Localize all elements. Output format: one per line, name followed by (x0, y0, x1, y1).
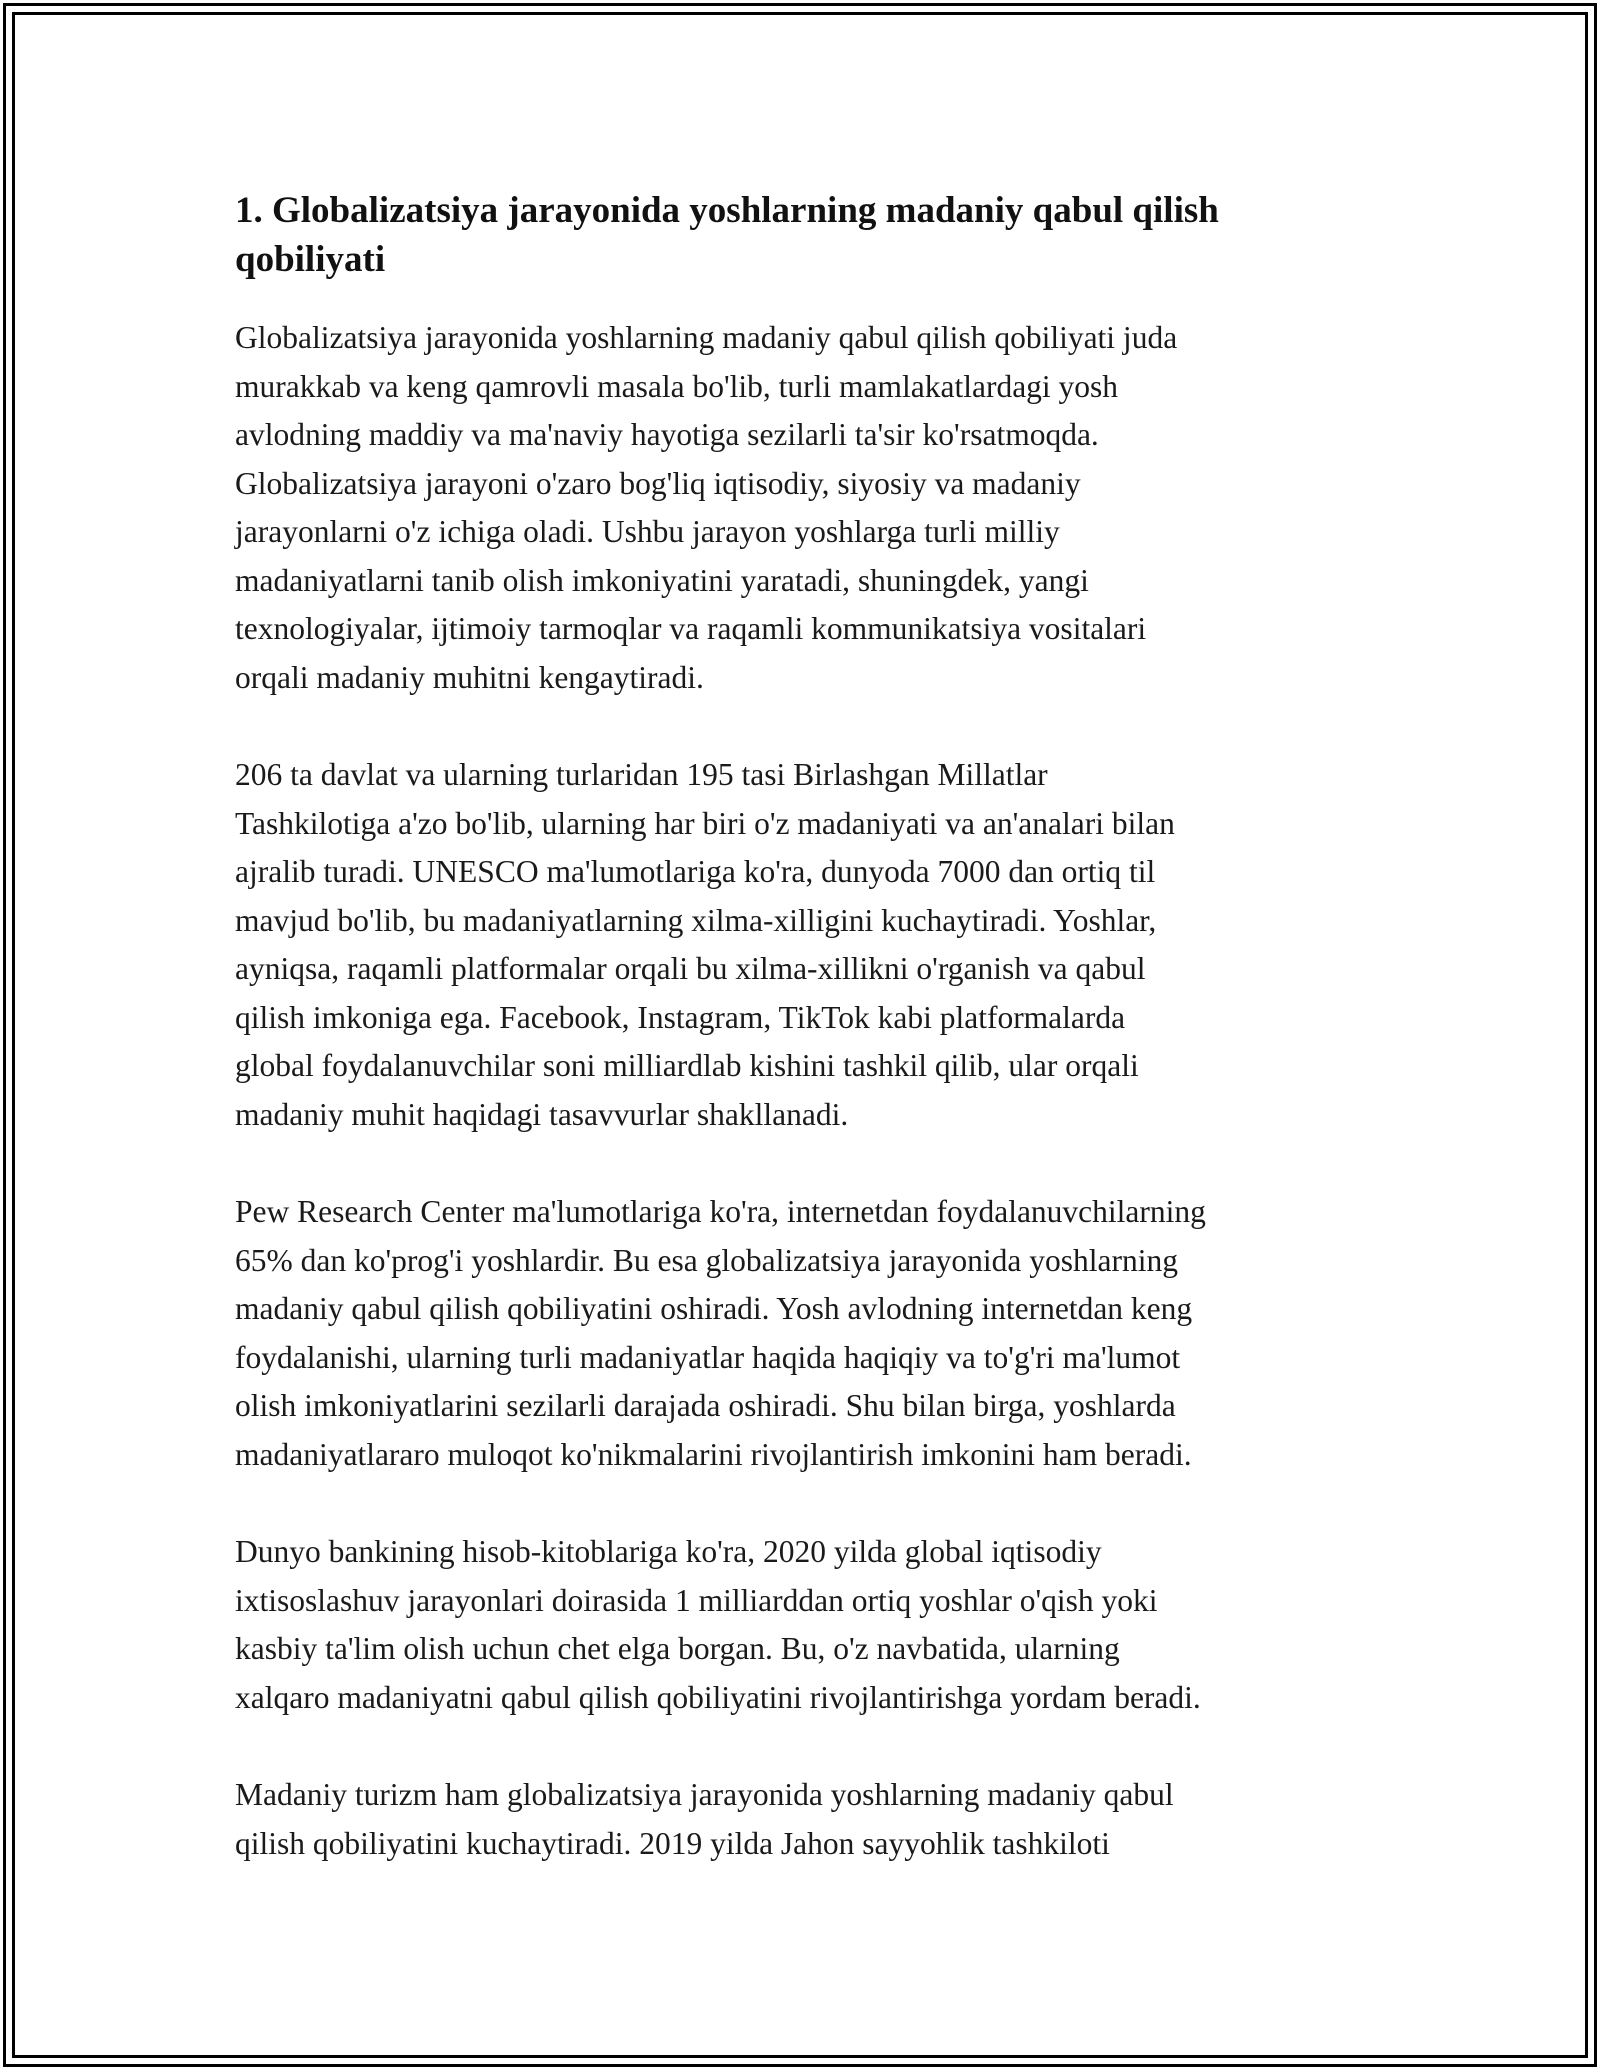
text-line: ayniqsa, raqamli platformalar orqali bu xilma-xillikni o'rganish va qabul (235, 951, 1146, 986)
section-heading (235, 186, 1375, 284)
text-line: avlodning maddiy va ma'naviy hayotiga sezilarli ta'sir ko'rsatmoqda. (235, 417, 1099, 452)
heading-line: qobiliyati (235, 239, 386, 280)
text-line: Madaniy turizm ham globalizatsiya jarayonida yoshlarning madaniy qabul (235, 1777, 1174, 1812)
text-line: qilish imkoniga ega. Facebook, Instagram, TikTok kabi platformalarda (235, 999, 1126, 1035)
text-line: Globalizatsiya jarayoni o'zaro bog'liq iqtisodiy, siyosiy va madaniy (235, 465, 1081, 501)
heading-line: 1. Globalizatsiya jarayonida yoshlarning madaniy qabul qilish (235, 190, 1219, 231)
text-line: texnologiyalar, ijtimoiy tarmoqlar va raqamli kommunikatsiya vositalari (235, 611, 1147, 646)
text-line: kasbiy ta'lim olish uchun chet elga borgan. Bu, o'z navbatida, ularning (235, 1631, 1120, 1666)
text-line: 65% dan ko'prog'i yoshlardir. Bu esa globalizatsiya jarayonida yoshlarning (235, 1242, 1179, 1278)
document-page (235, 186, 1375, 1917)
paragraph-2 (235, 751, 1375, 1139)
paragraph-3 (235, 1188, 1375, 1479)
text-line: 206 ta davlat va ularning turlaridan 195 tasi Birlashgan Millatlar (235, 757, 1048, 792)
text-line: madaniyatlararo muloqot ko'nikmalarini rivojlantirish imkonini ham beradi. (235, 1436, 1192, 1472)
text-line: Pew Research Center ma'lumotlariga ko'ra, internetdan foydalanuvchilarning (235, 1194, 1206, 1229)
text-line: Dunyo bankining hisob-kitoblariga ko'ra, 2020 yilda global iqtisodiy (235, 1534, 1102, 1569)
text-line: olish imkoniyatlarini sezilarli darajada oshiradi. Shu bilan birga, yoshlarda (235, 1388, 1176, 1423)
text-line: madaniyatlarni tanib olish imkoniyatini yaratadi, shuningdek, yangi (235, 562, 1089, 598)
text-line: Tashkilotiga a'zo bo'lib, ularning har biri o'z madaniyati va an'analari bilan (235, 805, 1175, 841)
paragraph-1 (235, 314, 1375, 702)
text-line: orqali madaniy muhitni kengaytiradi. (235, 659, 704, 695)
text-line: foydalanishi, ularning turli madaniyatlar haqida haqiqiy va to'g'ri ma'lumot (235, 1339, 1181, 1375)
text-line: madaniy qabul qilish qobiliyatini oshiradi. Yosh avlodning internetdan keng (235, 1291, 1193, 1326)
paragraph-5 (235, 1771, 1375, 1868)
text-line: Globalizatsiya jarayonida yoshlarning madaniy qabul qilish qobiliyati juda (235, 320, 1178, 355)
text-line: jarayonlarni o'z ichiga oladi. Ushbu jarayon yoshlarga turli milliy (235, 514, 1060, 549)
text-line: madaniy muhit haqidagi tasavvurlar shakllanadi. (235, 1096, 849, 1132)
text-line: mavjud bo'lib, bu madaniyatlarning xilma-xilligini kuchaytiradi. Yoshlar, (235, 902, 1157, 938)
text-line: ajralib turadi. UNESCO ma'lumotlariga ko'ra, dunyoda 7000 dan ortiq til (235, 854, 1156, 889)
text-line: qilish qobiliyatini kuchaytiradi. 2019 yilda Jahon sayyohlik tashkiloti (235, 1825, 1110, 1861)
paragraph-4 (235, 1528, 1375, 1722)
text-line: ixtisoslashuv jarayonlari doirasida 1 milliarddan ortiq yoshlar o'qish yoki (235, 1582, 1158, 1618)
text-line: global foydalanuvchilar soni milliardlab kishini tashkil qilib, ular orqali (235, 1048, 1139, 1083)
text-line: murakkab va keng qamrovli masala bo'lib, turli mamlakatlardagi yosh (235, 368, 1119, 404)
text-line: xalqaro madaniyatni qabul qilish qobiliyatini rivojlantirishga yordam beradi. (235, 1679, 1201, 1715)
